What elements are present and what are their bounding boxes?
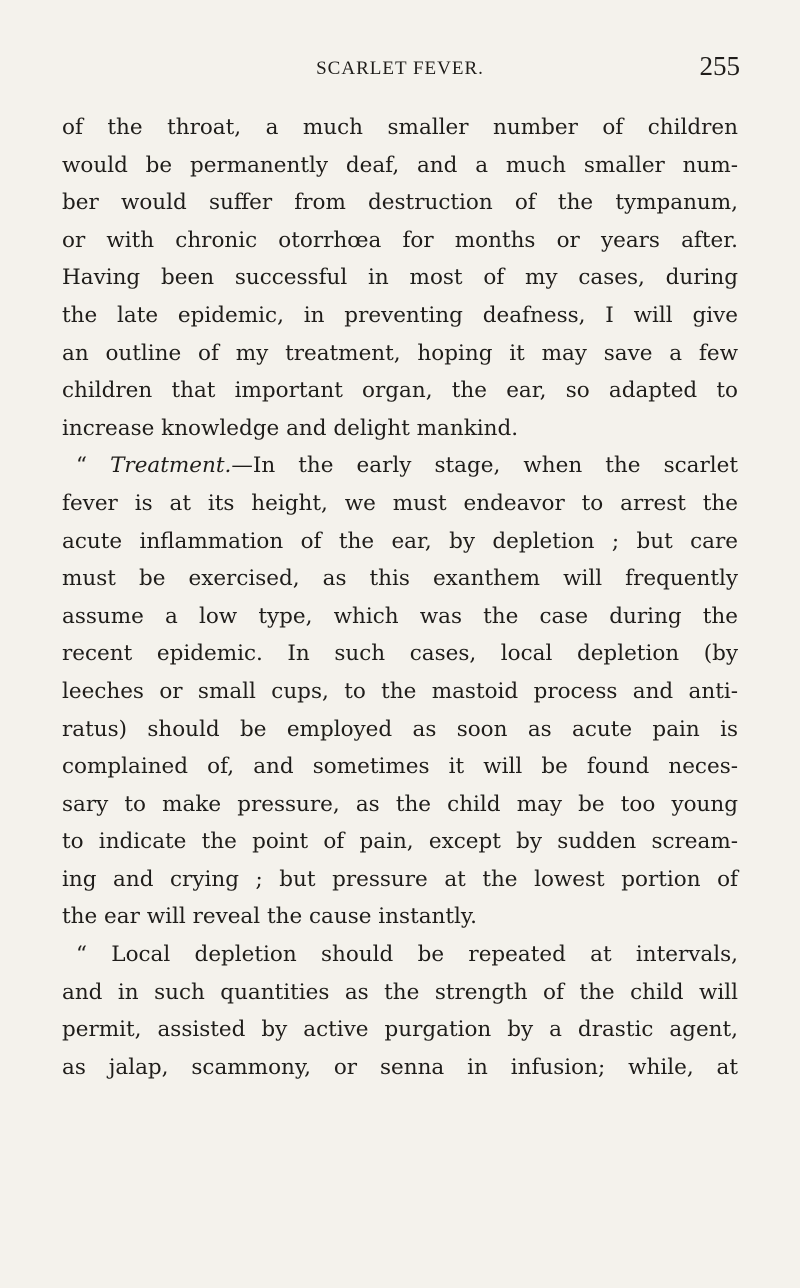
text-line: leeches or small cups, to the mastoid process and anti-: [62, 678, 738, 704]
text-line: or with chronic otorrhœa for months or years after.: [62, 227, 738, 253]
running-title: SCARLET FEVER.: [316, 58, 484, 79]
text-line: to indicate the point of pain, except by sudden scream-: [62, 829, 738, 855]
text-line: ing and crying ; but pressure at the lowest portion of: [62, 866, 738, 892]
open-quote: “: [76, 453, 111, 479]
text-line: children that important organ, the ear, so adapted to: [62, 378, 738, 404]
text-line: sary to make pressure, as the child may be too young: [62, 791, 738, 817]
text-line: an outline of my treatment, hoping it may save a few: [62, 340, 738, 366]
running-header: [60, 51, 740, 88]
text-line: as jalap, scammony, or senna in infusion; while, at: [62, 1054, 738, 1080]
text-line: must be exercised, as this exanthem will frequently: [62, 566, 738, 592]
text-line: would be permanently deaf, and a much smaller num-: [62, 152, 738, 178]
text-line: increase knowledge and delight mankind.: [62, 415, 519, 441]
text-line: and in such quantities as the strength of the child will: [62, 979, 738, 1005]
text-line-treatment-heading: [62, 447, 738, 485]
text-line: the late epidemic, in preventing deafness, I will give: [62, 302, 738, 328]
text-line: acute inflammation of the ear, by depletion ; but care: [62, 528, 738, 554]
text-line: ratus) should be employed as soon as acute pain is: [62, 716, 738, 742]
text-line: assume a low type, which was the case during the: [62, 603, 738, 629]
text-line: fever is at its height, we must endeavor to arrest the: [62, 490, 738, 516]
text-line: complained of, and sometimes it will be found neces-: [62, 754, 738, 780]
text-line: ber would suffer from destruction of the tympanum,: [62, 190, 738, 216]
text-line: permit, assisted by active purgation by a drastic agent,: [62, 1017, 738, 1043]
text-line: recent epidemic. In such cases, local depletion (by: [62, 641, 738, 667]
text-line: the ear will reveal the cause instantly.: [62, 904, 478, 930]
body-text: [62, 109, 738, 1086]
page-number: 255: [699, 51, 740, 81]
text-line: “ Local depletion should be repeated at intervals,: [76, 942, 738, 968]
text-line: Having been successful in most of my cases, during: [62, 265, 738, 291]
section-heading-treatment: Treatment.: [110, 453, 232, 479]
text-line-rest: —In the early stage, when the scarlet: [231, 453, 739, 479]
text-line: of the throat, a much smaller number of children: [62, 115, 738, 140]
